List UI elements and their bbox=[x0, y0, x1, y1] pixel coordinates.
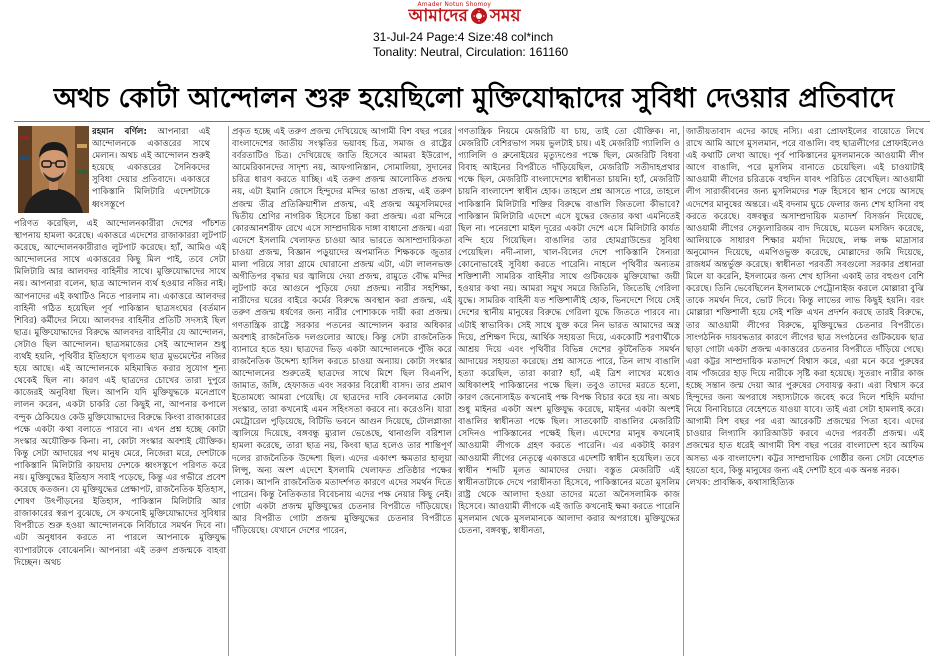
article-text-col1: পরিণত করেছিল, এই আন্দোলনকারীরা দেশের পাঁচশত স্থাপনায় হামলা করেছে। একাত্তরে এদেশের রাজাকাররা লুটপাট করেছে, আন্দোলনকারীরাও লুটপাট করেছে। হ্যাঁ, আমিও এই আন্দোলনের সাথে একাত্তরের কিছু মিল পাই, তবে সেটা মিলিটারি আর আলবদর বাহিনীর সাথে। মুক্তিযোদ্ধাদের সাথে নয়। আপনারা বলেন, ছাত্র আন্দোলন ব্যর্থ হওয়ার নজির নাই। আপনাদের এই কথাটিও নিতে পারলাম না। একাত্তরে আলবদর বাহিনী গঠিত হয়েছিল পূর্ব পাকিস্তান ছাত্রসংঘের (বর্তমান শিবির) কর্মীদের নিয়ে। আলবদর বাহিনীর প্রতিটি সদস্যই ছিল ছাত্র। মুক্তিযোদ্ধাদের বিরুদ্ধে আলবদর বাহিনীর যে আন্দোলন, সেটাও ছিল আন্দোলন। ছাত্রসমাজের সেই আন্দোলন শুধু ব্যর্থই হয়নি, পৃথিবীর ইতিহাসে ঘৃণ্যতম ছাত্র মুভমেন্টের নজির হয়ে আছে। এই আন্দোলনকে মহিমান্বিত করার সুযোগ শূন্য থেকেই ছিল না। কারণ এই ছাত্রদের চোখের তারা দুপুরে কাজেরই অনুবিধা ছিল। আপনি যদি মুক্তিযুদ্ধকে মনেপ্রাণে লালন করেন, একটা চাকরি তো কিছুই না, আপনার কপালে বন্দুক ঠেকিয়েও কেউ মুক্তিযোদ্ধাদের বিরুদ্ধে কিংবা রাজাকারের পক্ষে একটা কথা বলাতে পারবে না। এখন প্রশ্ন হচ্ছে কোটা সংস্কার অযৌক্তিক কিনা। না, কোটা সংস্কার অবশ্যই যৌক্তিক। কিন্তু সেটা আদায়ের পথ মানুষ মেরে, নিজেরা মরে, দেশটাকে পাকিস্তানি মিলিটারি কায়দায় দেশকে ধ্বংসস্তূপে পরিণত করে নয়। মুক্তিযুদ্ধের ইতিহাস সবাই পড়েছে, কিন্তু এর গভীরে প্রবেশ করেছে কতজন। যে মুক্তিযুদ্ধের প্রেক্ষাপট, রাজনৈতিক ইতিহাস, শোষণ উৎপীড়নের ইতিহাস, পাকিস্তান মিলিটারি আর রাজাকারের স্বরূপ বুঝেছে, সে কখনোই মুক্তিযোদ্ধাদের সুবিধার বিপরীতে শুরু হওয়া আন্দোলনকে নির্বিচারে সমর্থন দিবে না। এটা অনুধাবন করতে না পারলে আপনাকে মুক্তিযুদ্ধ ব্যাপারটাকে বোঝেননি। আপনারা এই তরুণ প্রজন্মকে বাহবা দিচ্ছেন। অথচ bbox=[14, 219, 226, 568]
author-note: লেখক: প্রাবন্ধিক, কথাসাহিত্যিক bbox=[686, 477, 795, 488]
article-text-col1-top: আপনারা এই আন্দোলনকে একাত্তরের সাথে মেলান। অথচ এই আন্দোলন শুরুই হয়েছে একাত্তরের সৈনিকদের সুবিধা দেয়ার প্রতিবাদে। একাত্তরে পাকিস্তানি মিলিটারি এদেশটাকে ধ্বংসস্তূপে bbox=[92, 127, 210, 210]
column-divider bbox=[228, 126, 229, 656]
article-byline: রহমান বর্ণিল: bbox=[92, 127, 147, 137]
masthead bbox=[0, 0, 945, 30]
newspaper-logo bbox=[393, 0, 553, 30]
column-divider bbox=[683, 126, 684, 656]
masthead-title-left: আমাদের bbox=[408, 6, 468, 26]
article-text-col2: প্রকৃত হচ্ছে এই তরুণ প্রজন্ম দেখিয়েছে আগামী বিশ বছর পরের বাংলাদেশের জাতীয় সংস্কৃতির ভয়াবহ চিত্র, সমাজ ও রাষ্ট্রের বর্বরতাটিও চিত্র। দেখিয়েছে জাতি হিসেবে আমরা ইউরোপ, আমেরিকানদের সাদৃশ্য নয়, আফগানিস্তান, সোমালিয়া, সুদানের চরিত্র ধারণ করতে যাচ্ছি। এই তরুণ প্রজন্ম আলোকিত প্রজন্ম নয়, এটা ইমানি জোসে হিন্দুদের মন্দির ভাঙা প্রজন্ম, এই তরুণ প্রজন্ম তীব্র প্রতিক্রিয়াশীল প্রজন্ম, এই প্রজন্ম অমুসলিমদের দ্বিতীয় শ্রেণির নাগরিক হিসেবে চিন্তা করা প্রজন্ম। এরা মন্দিরে কোরআনশরীফ রেখে এসে সাম্প্রদায়িক দাঙ্গা বাধানো প্রজন্ম। এরা এদেশে ইসলামি খেলাফত চাওয়া আর ভারতে অসাম্প্রদায়িকতা চাওয়া প্রজন্ম, বিজ্ঞান পড়ুয়াদের অপমানিত শিক্ষককে জুতার মালা পরিয়ে সারা গ্রামে ঘোরানো প্রজন্ম এটা, এটা লালনভক্ত অগীতিপর বৃদ্ধার ঘর জ্বালিয়ে দেয়া প্রজন্ম, রামুতে বৌদ্ধ মন্দির লুটপাট করে আগুনে পুড়িয়ে দেয়া প্রজন্ম। নারীর সহশিক্ষা, নারীদের ঘরের বাইরে কর্মের বিরুদ্ধে অবস্থান করা প্রজন্ম, এই তরুণ প্রজন্ম ধর্ষণের জন্য নারীর পোশাককে দায়ী করা প্রজন্ম। গণতান্ত্রিক রাষ্ট্রে সরকার পতনের আন্দোলন করার অধিকার অবশ্যই রাজনৈতিক দলগুলোর আছে। কিন্তু সেটা রাজনৈতিক ব্যানারে হতে হয়। ছাত্রদের ভিড় একটা আন্দোলনকে পুঁজি করে রাজনৈতিক উদ্দেশ্য হাসিল করতে চাওয়া অন্যায়। কোটা সংস্কার আন্দোলনের শুরুতেই ছাত্রদের সাথে মিশে ছিল বিএনপি, জামাত, জঙ্গি, হেফাজত এবং সরকার বিরোধী বাসদ। তার প্রমাণ ইতোমধ্যে আমরা পেয়েছি। যে ছাত্রদের দাবি কেবলমাত্র কোটা সংস্কার, তারা কখনোই এমন সহিংসতা করবে না। করেওনি। যারা মেট্রোরেল পুড়িয়েছে, বিটিভি ভবনে আগুন দিয়েছে, টোলপ্লাজা জ্বালিয়ে দিয়েছে, বঙ্গবন্ধু ম্যুরাল ভেঙেছে, থানাগুলি বরিশাল হামলা করেছে, তারা ছাত্র নয়, কিংবা ছাত্র হলেও তার শান্তিপূর্ণ দলের রাজনৈতিক উদ্দেশ্য ছিল। এদের একাংশ ক্ষমতার হালুয়া লিপ্সু, অন্য অংশ এদেশে ইসলামি খেলাফত প্রতিষ্ঠার পক্ষের লোক। আপনি রাজনৈতিক মতাদর্শগত কারণে এদের সমর্থন দিতে পারেন। কিন্তু নৈতিকতার বিবেচনায় এদের পক্ষ নেয়ার কিছু নেই। গোটা একটা প্রজন্ম মুক্তিযুদ্ধের চেতনার বিপরীতে দাঁড়িয়েছে। আর বিপরীত গোটা প্রজন্ম মুক্তিযুদ্ধের চেতনার বিপরীতে দাঁড়িয়েছে। যেখানে দেশের পারেন, bbox=[232, 127, 452, 537]
sun-emblem-icon bbox=[471, 8, 487, 24]
article-column-1 bbox=[14, 218, 226, 664]
masthead-title bbox=[409, 6, 521, 26]
clipping-tonality-circulation: Tonality: Neutral, Circulation: 161160 bbox=[373, 45, 569, 59]
article-column-2 bbox=[232, 126, 452, 664]
author-photo bbox=[18, 126, 89, 213]
article-column-1-top bbox=[92, 126, 210, 218]
article-headline: অথচ কোটা আন্দোলন শুরু হয়েছিলো মুক্তিযোদ্ধাদের সুবিধা দেওয়ার প্রতিবাদে bbox=[53, 83, 895, 114]
article-text-col3: গণতান্ত্রিক নিয়মে মেজরিটি যা চায়, তাই তো যৌক্তিক। না, মেজরিটি বেশিরভাগ সময় ভুলটাই চায়। এই মেজরিটি গ্যালিলি ও গ্যালিলি ও ব্রুনোইয়ের মৃত্যুদণ্ডের পক্ষে ছিল, মেজরিটি বিধবা বিবাহ আইনের বিপরীতে দাঁড়িয়েছিল, মেজরিটি সতীদাহপ্রথার পক্ষে ছিল, মেজরিটি বাংলাদেশের স্বাধীনতা চায়নি। হ্যাঁ, মেজরিটি চায়নি বাংলাদেশ স্বাধীন হোক। তাহলে প্রশ্ন আসতে পারে, তাহলে পাকিস্তানি মিলিটারি শক্তির বিরুদ্ধে বাঙালি জিতলো কীভাবে? পাকিস্তান মিলিটারি এদেশে এসে যুদ্ধের জেতার কথা এমনিতেই ছিল না। পনেরশো মাইল দূরের একটা দেশে এসে মিলিটারি কার্যত বন্দি হয়ে গিয়েছিল। বাঙালির তার হোমগ্রাউন্ডের সুবিধা পেয়েছিল। নদী-নালা, খাল-বিলের দেশে পাকিস্তানি সৈন্যরা কোনোভাবেই সুবিধা করতে পারেনি। নাহলে পৃথিবীর অন্যতম শক্তিশালী সামরিক বাহিনীর সাথে গুটিকয়েক মুক্তিযোদ্ধা জয়ী হওয়ার কথা নয়। আমরা সমুখ সমরে জিতিনি, জিতেছি গেরিলা যুদ্ধে। সামরিক বাহিনী যত শক্তিশালীই হোক, ভিনদেশে গিয়ে সেই দেশের স্থানীয় মানুষের বিরুদ্ধে গেরিলা যুদ্ধে জিততে পারবে না। এটাই স্বাভাবিক। সেই সাথে যুক্ত করে নিন ভারত আমাদের অস্ত্র দিয়ে, প্রশিক্ষণ দিয়ে, আর্থিক সহায়তা দিয়ে, এককোটি শরণার্থীকে আশ্রয় দিয়ে এবং পৃথিবীর বিভিন্ন দেশের কূটনৈতিক সমর্থন আদায়ের সহায়তা করেছে। প্রশ্ন আসতে পারে, তিন লাখ বাঙালি হত্যা করেছিল, তারা কারা? হ্যাঁ, এই ত্রিশ লাখের মধ্যেও অধিকাংশই পাকিস্তানের পক্ষে ছিল। তবুও তাদের মরতে হলো, কারণ জেনোসাইড কখনোই পক্ষ বিপক্ষ বিচার করে হয় না। অথচ শুধু মাইনর একটা অংশ মুক্তিযুদ্ধ করেছে, মাইনর একটা অংশই বাঙালির স্বাধীনতা পক্ষে ছিল। সাতকোটি বাঙালির মেজরিটি সেদিনও পাকিস্তানের পক্ষেই ছিল। এদেশের মানুষ কখনোই আওয়ামী লীগকে গ্রহণ করতে পারেনি। এর একটাই কারণ আওয়ামী লীগের নেতৃত্বে একাত্তরে এদেশটি স্বাধীন হয়েছিল। তবে স্বাধীন শব্দটি মূলত আমাদের দেয়া। বস্তুত মেজরিটি এই স্বাধীনতাটাকে দেখে পরাধীনতা হিসেবে, পাকিস্তানের মতো মুসলিম রাষ্ট্র থেকে আলাদা হওয়া তাদের মতো অনৈসলামিক কাজ হিসেবে। আওয়ামী লীগকে এই জাতি কখনোই ক্ষমা করতে পারেনি মুসলমান থেকে মুসলমানকে আলাদা করার অপরাধে। মুক্তিযুদ্ধের চেতনা, বঙ্গবন্ধু, স্বাধীনতা, bbox=[458, 127, 680, 537]
clipping-date-page-size: 31-Jul-24 Page:4 Size:48 col*inch bbox=[373, 30, 554, 44]
clipping-meta bbox=[373, 30, 673, 60]
article-text-col4: জাতীয়তাবাদ এদের কাছে নস্যি। এরা প্রোফাইলের বায়োতে লিখে রাখে আমি আগে মুসলমান, পরে বাঙালি। বহু ছাত্রলীগের প্রোফাইলেও এই কথাটি লেখা আছে। পূর্ব পাকিস্তানের মুসলমানকে আওয়ামী লীগ আগে বাঙালি, পরে মুসলিম বানাতে চেয়েছিল। এই চাওয়াটাই আওয়ামী লীগের চরিত্রকে বহুদিন যাবৎ পরিচিত রেখেছিল। আওয়ামী লীগ সারাজীবনের জন্য মুসলিমদের শত্রু হিসেবে স্থান পেয়ে আসছে এদেশের মানুষের অন্তরে। এই বদনাম ঘুচে ফেলার জন্য শেখ হাসিনা বহু করতে করেছে। বঙ্গবন্ধুর অসাম্প্রদায়িক মতাদর্শ বিসর্জন দিয়েছে, আওয়ামী লীগের সেক্যুলারিজম বাদ দিয়েছে, মডেল মসজিদ করেছে, আলিয়াকে সাধারণ শিক্ষার মর্যাদা দিয়েছে, লক্ষ লক্ষ মাদ্রাসার অনুমোদন দিয়েছে, এমপিওভুক্ত করেছে, মোল্লাদের জমি দিয়েছে, রাজধর্ম অন্তর্ভুক্ত করেছে। স্বাধীনতা পরবর্তী সবগুলো সরকার প্রধানরা মিলে যা করেনি, ইসলামের জন্য শেখ হাসিনা একাই তার বহুগুণ বেশি করেছে। তিনি ভেবেছিলেন ইসলামকে পেট্রোনাইজ করলে মোল্লারা বুঝি তাকে সমর্থন দিবে, ভোট দিবে। কিন্তু লাভের লাভ কিছুই হয়নি। বরং মোল্লারা শক্তিশালী হয়ে সেই শক্তি এখন প্রদর্শন করছে তারই বিরুদ্ধে, তার আওয়ামী লীগের বিরুদ্ধে, মুক্তিযুদ্ধের চেতনার বিপরীতে। সাংগঠনিক দায়বদ্ধতার কারণে লীগের ছাত্র সংগঠনের গুটিকয়েক ছাত্র ছাড়া গোটা একটা প্রজন্ম একাত্তরের চেতনার বিপরীতে দাঁড়িয়ে গেছে। এরা কট্টর সাম্প্রদায়িক মতাদর্শে বিশ্বাস করে, এরা মনে করে পুরুষের বাম পাঁজরের হাড় দিয়ে নারীকে সৃষ্টি করা হয়েছে। সুতরাং নারীর কাজ হচ্ছে সন্তান জন্ম দেয়া আর পুরুষের সেবাযত্ন করা। এরা বিশ্বাস করে হিন্দুদের জন্য অপরাধে সহাস্যটাকে জবেহ করে দিলে শহিদি মর্যাদা নিয়ে বিনাবিচারে বেহেশতে যাওয়া যাবে। তাই এরা সেটা হামলাই করে। আগামী বিশ বছর পর এরা আরেকটি প্রজন্মের পিতা হবে। এদের চাওয়ার লিগ্যাসি ক্যারিআউট করবে এদের পরবর্তী প্রজন্ম। এই প্রজন্মের হাত ধরেই আগামী বিশ বছর পরের বাংলাদেশ হবে আফিম অসভ্য এক বাংলাদেশ। কট্টর সাম্প্রদায়িক গোষ্ঠীর জন্য সেটা বেহেশত হয়তো হবে, কিন্তু মানুষের জন্য এই দেশটি হবে এক অনন্ত নরক। bbox=[686, 127, 924, 476]
masthead-english-tag: Amader Notun Shomoy bbox=[417, 1, 492, 8]
column-divider bbox=[455, 126, 456, 656]
article-column-3 bbox=[458, 126, 680, 664]
headline-divider bbox=[14, 121, 930, 122]
article-column-4 bbox=[686, 126, 924, 664]
masthead-title-right: সময় bbox=[489, 6, 521, 26]
